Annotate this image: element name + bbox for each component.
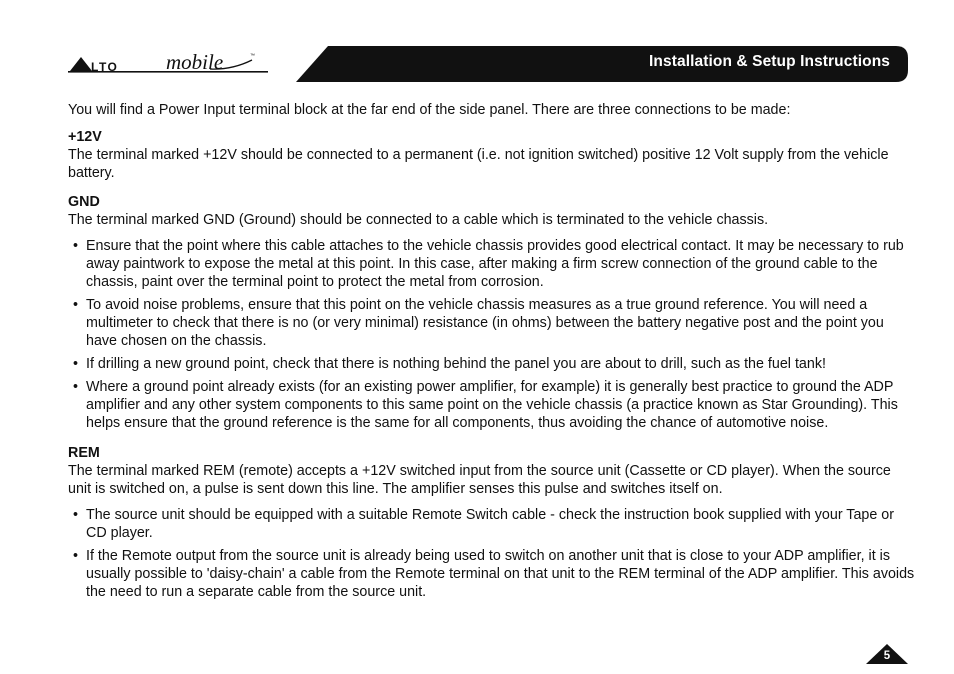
bullet-icon: •	[73, 238, 79, 254]
page-number: 5	[883, 650, 891, 662]
list-item-text: The source unit should be equipped with a suitable Remote Switch cable - check the instruction book supplied with your Tape or CD player.	[86, 507, 894, 541]
alto-triangle-logo-icon	[70, 57, 92, 71]
list-item	[68, 378, 916, 432]
bullet-icon: •	[73, 297, 79, 313]
list-item	[68, 547, 916, 601]
page-number-tab	[866, 644, 908, 664]
list-item	[68, 506, 916, 542]
section-heading: REM	[68, 445, 100, 461]
section-body: The terminal marked GND (Ground) should be connected to a cable which is terminated to the vehicle chassis.	[68, 212, 769, 228]
bullet-icon: •	[73, 507, 79, 523]
list-item-text: If the Remote output from the source unit is already being used to switch on another unit that is close to your ADP amplifier, it is usually possible to 'daisy-chain' a cable from the Remote terminal on that unit to the REM terminal of the ADP amplifier. This avoids the need to run a separate cable from the source unit.	[86, 548, 915, 600]
section-rem	[68, 444, 916, 498]
list-item	[68, 296, 916, 350]
list-item-text: Where a ground point already exists (for an existing power amplifier, for example) it is generally best practice to ground the ADP amplifier and any other system components to this same point on the vehicle chassis (a practice known as Star Grounding). This helps ensure that the ground reference is the same for all components, thus avoiding the chance of automotive noise.	[86, 379, 898, 431]
section-gnd	[68, 193, 916, 229]
logo-trademark: ™	[250, 53, 255, 59]
intro-paragraph: You will find a Power Input terminal block at the far end of the side panel. There are three connections to be made:	[68, 102, 791, 118]
bullet-icon: •	[73, 356, 79, 372]
section-heading: GND	[68, 194, 100, 210]
header-title: Installation & Setup Instructions	[649, 53, 890, 70]
gnd-bullet-list	[68, 237, 916, 432]
list-item-text: To avoid noise problems, ensure that this point on the vehicle chassis measures as a true ground reference. You will need a multimeter to check that there is no (or very minimal) resistance (in ohms) between the battery negative post and the point you have chosen on the chassis.	[86, 297, 884, 349]
list-item	[68, 355, 916, 373]
page-header	[0, 0, 954, 90]
document-body	[68, 101, 916, 606]
logo-script: mobile	[166, 50, 224, 74]
list-item	[68, 237, 916, 291]
section-body: The terminal marked +12V should be connected to a permanent (i.e. not ignition switched) positive 12 Volt supply from the vehicle battery.	[68, 147, 889, 181]
section-12v	[68, 128, 916, 182]
section-heading: +12V	[68, 129, 102, 145]
section-body: The terminal marked REM (remote) accepts a +12V switched input from the source unit (Cassette or CD player). When the source unit is switched on, a pulse is sent down this line. The amplifier senses this pulse and switches itself on.	[68, 463, 891, 497]
list-item-text: Ensure that the point where this cable attaches to the vehicle chassis provides good electrical contact. It may be necessary to rub away paintwork to expose the metal at this point. In this case, after making a firm screw connection of the ground cable to the chassis, paint over the terminal point to protect the metal from corrosion.	[86, 238, 904, 290]
alto-mobile-logo	[68, 50, 268, 80]
rem-bullet-list	[68, 506, 916, 601]
list-item-text: If drilling a new ground point, check that there is nothing behind the panel you are about to drill, such as the fuel tank!	[86, 356, 826, 372]
bullet-icon: •	[73, 548, 79, 564]
bullet-icon: •	[73, 379, 79, 395]
logo-brand: LTO	[91, 60, 119, 74]
